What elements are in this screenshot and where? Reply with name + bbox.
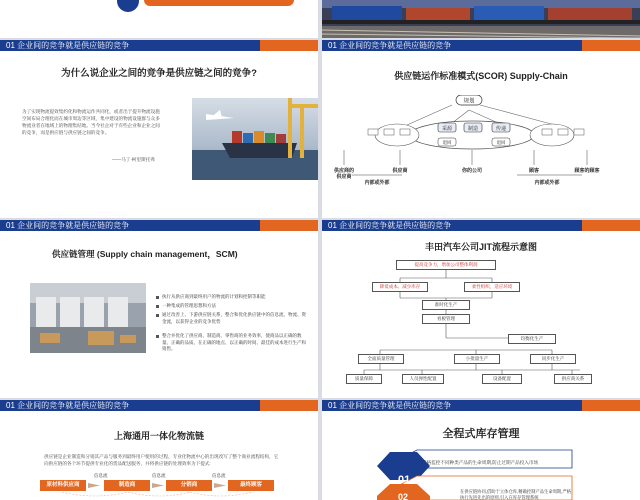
- section-bar-accent: [582, 400, 640, 411]
- jit-staffing-box: 人员弹性配置: [402, 374, 444, 384]
- section-bar-text: 01 企业间的竞争就是供应链的竞争: [0, 40, 260, 51]
- section-bar-accent: [260, 220, 318, 231]
- step-number-2: 02: [398, 492, 409, 500]
- your-company-label: 你的公司: [461, 168, 483, 174]
- slide-1: [0, 40, 318, 218]
- jit-sync-box: 同步化生产: [530, 354, 576, 364]
- section-bar-text: 01 企业间的竞争就是供应链的竞争: [322, 40, 582, 51]
- sos-line-2: 供应商: [336, 174, 352, 180]
- slide-title: 供应链管理 (Supply chain management，SCM): [52, 249, 238, 259]
- section-bar-accent: [260, 40, 318, 51]
- plan-label: 规划: [463, 98, 475, 105]
- jit-small-batch-box: 小批量生产: [454, 354, 500, 364]
- quote-attribution: ——马丁·柯里斯托弗: [112, 157, 155, 162]
- chain-step-manufacturer: 制造商: [104, 480, 150, 491]
- jit-top-box: 提高竞争力，增加公司整体利润: [396, 260, 496, 270]
- section-bar-accent: [260, 400, 318, 411]
- jit-justintime-box: 准时化生产: [422, 300, 470, 310]
- source-label: 采源: [441, 126, 453, 132]
- section-bar: [322, 220, 640, 231]
- section-bar-text: 01 企业间的竞争就是供应链的竞争: [322, 400, 582, 411]
- chain-step-end-customer: 最终顾客: [228, 480, 274, 491]
- step-number-1: 01: [398, 474, 411, 486]
- section-bar: [0, 400, 318, 411]
- jit-tqm-box: 全面质量管理: [358, 354, 404, 364]
- step-text-1: 严格监控不同种类产品的生命周期,防止过期产品投入市场: [422, 460, 539, 465]
- bullet-item-2: 一种集成的管理思想和方法: [162, 303, 310, 310]
- train-photo: [322, 0, 640, 38]
- sos-line-1: 供应商的: [333, 168, 355, 174]
- slide-paragraph: 为了实现物流提效集约化和物流运作共同化，或者出于提升物流设施空间布局合理化而在城市周边等区域，集中建设的物流设施群与众多物流业者在地域上的物理集结地。当今社企对于有些企业和企业之间的竞争，而是供应链与供应链之间的竞争。: [22, 109, 160, 135]
- section-bar: [0, 220, 318, 231]
- number-circle: [117, 0, 139, 12]
- customer-label: 顾客: [528, 168, 540, 174]
- slide-title: 供应链运作标准模式(SCOR) Supply-Chain: [394, 71, 568, 81]
- internal-external-left: 内部或外部: [364, 180, 390, 186]
- chain-arrows: [0, 480, 318, 500]
- top-strip-left: [0, 0, 318, 38]
- internal-external-right: 内部或外部: [534, 180, 560, 186]
- slide-paragraph: 供应链是企业制造和分销其产品与服务到最终用户使用的过程。专业化物流中心的出现改写了整个商业流程结构，它向供应链的各个环节提供专业化的货品配送服务，并将供应链的处理效率为下提式:: [44, 454, 279, 466]
- section-bar-accent: [582, 40, 640, 51]
- slide-3: [0, 220, 318, 398]
- port-photo: [192, 98, 318, 180]
- return-label-right: 退回: [496, 140, 506, 145]
- slide-2: [322, 40, 640, 218]
- slide-5: [0, 400, 318, 500]
- chain-step-raw-supplier: 原材料供应商: [40, 480, 86, 491]
- slide-4: [322, 220, 640, 398]
- jit-supplier-box: 供应商关系: [554, 374, 592, 384]
- slide-6: [322, 400, 640, 500]
- scor-diagram: [322, 95, 640, 215]
- jit-cost-box: 降低成本、减少库存: [372, 282, 428, 292]
- info-flow-label-2: 信息流: [152, 473, 166, 478]
- section-bar-text: 01 企业间的竞争就是供应链的竞争: [0, 220, 260, 231]
- section-bar: [0, 40, 318, 51]
- jit-kanban-box: 看板管理: [422, 314, 470, 324]
- bullet-item-3: 通过改善上、下游供应链关系，整合和优化供应链中的信息流、物流、资金流，以获得企业的竞争优势: [162, 312, 310, 325]
- slide-title: 全程式库存管理: [442, 428, 520, 440]
- jit-quality-box: 质量保障: [346, 374, 382, 384]
- bullet-item-1: 执行从供应商到最终用户的物流的计划和控制等职能: [162, 294, 310, 301]
- bullet-item-4: 整合并优化了供应商、制造商、零售商的业务效率，使商品以正确的数量、正确的品质、在正确的地点、以正确的时间、最佳的成本进行生产和销售。: [162, 333, 310, 353]
- chain-step-distributor: 分销商: [166, 480, 212, 491]
- jit-equipment-box: 设备配置: [482, 374, 522, 384]
- jit-leveling-box: 均衡化生产: [508, 334, 556, 344]
- section-bar-text: 01 企业间的竞争就是供应链的竞争: [0, 400, 260, 411]
- orange-heading-band: [144, 0, 294, 6]
- section-bar-text: 01 企业间的竞争就是供应链的竞争: [322, 220, 582, 231]
- supplier-of-supplier-label: [334, 167, 354, 180]
- info-flow-label-3: 信息流: [212, 473, 226, 478]
- make-label: 制造: [467, 126, 479, 132]
- return-label-left: 退回: [442, 140, 452, 145]
- warehouse-photo: [30, 283, 146, 353]
- slide-title: 丰田汽车公司JIT流程示意图: [424, 242, 537, 252]
- section-bar: [322, 40, 640, 51]
- info-flow-label-1: 信息流: [94, 473, 108, 478]
- deliver-label: 传递: [495, 126, 507, 132]
- section-bar: [322, 400, 640, 411]
- slide-title: 为什么说企业之间的竞争是供应链之间的竞争?: [61, 68, 257, 79]
- customer-of-customer-label: 顾客的顾客: [574, 168, 600, 174]
- slide-title: 上海通用一体化物流链: [113, 431, 204, 441]
- top-strip-right: [322, 0, 640, 38]
- jit-flex-box: 柔性组织，适应环境: [464, 282, 520, 292]
- step-text-2: 在供应链协同,借助于立体仓库,精确控制产品生命周期,严格执行先进先出的原则,引入在库存管理系统: [460, 489, 572, 500]
- supplier-label: 供应商: [392, 168, 408, 174]
- section-bar-accent: [582, 220, 640, 231]
